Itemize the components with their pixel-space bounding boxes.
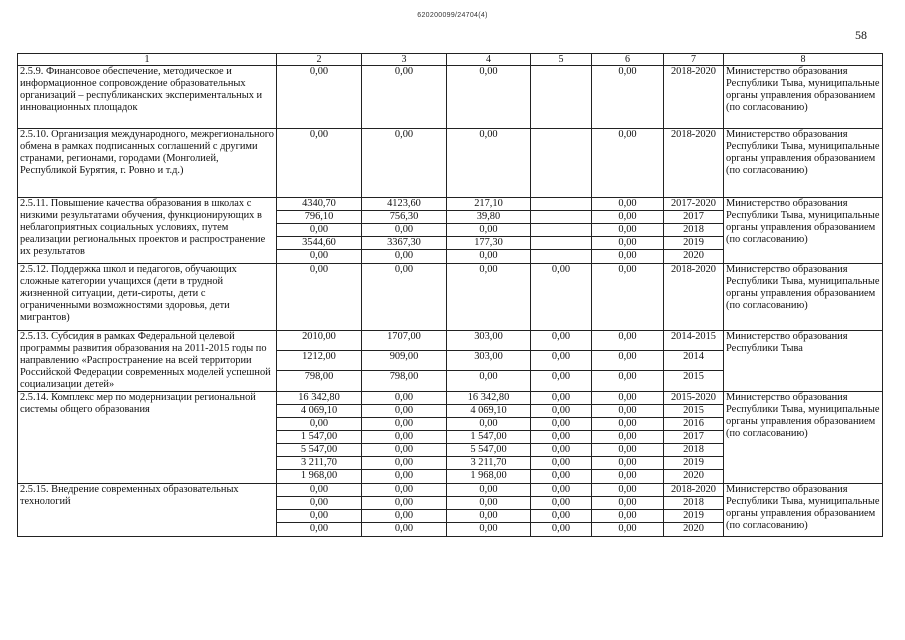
cell-col-4: 0,00 xyxy=(447,497,531,510)
cell-col-7: 2019 xyxy=(664,237,724,250)
cell-col-3: 0,00 xyxy=(362,264,447,331)
responsible-executor: Министерство образования Республики Тыва, муниципальные органы управления образованием (по согласованию) xyxy=(724,484,883,537)
cell-col-5: 0,00 xyxy=(531,264,592,331)
cell-col-3: 0,00 xyxy=(362,66,447,129)
cell-col-7: 2018-2020 xyxy=(664,129,724,198)
cell-col-4: 0,00 xyxy=(447,250,531,264)
cell-col-6: 0,00 xyxy=(592,224,664,237)
cell-col-5: 0,00 xyxy=(531,331,592,351)
cell-col-2: 1212,00 xyxy=(277,350,362,370)
cell-col-6: 0,00 xyxy=(592,510,664,523)
cell-col-2: 0,00 xyxy=(277,224,362,237)
cell-col-3: 0,00 xyxy=(362,457,447,470)
cell-col-6: 0,00 xyxy=(592,470,664,484)
cell-col-2: 0,00 xyxy=(277,264,362,331)
cell-col-7: 2020 xyxy=(664,470,724,484)
cell-col-3: 0,00 xyxy=(362,470,447,484)
cell-col-7: 2018-2020 xyxy=(664,66,724,129)
responsible-executor: Министерство образования Республики Тыва, муниципальные органы управления образованием (по согласованию) xyxy=(724,66,883,129)
cell-col-3: 756,30 xyxy=(362,211,447,224)
cell-col-4: 0,00 xyxy=(447,370,531,391)
cell-col-5 xyxy=(531,224,592,237)
cell-col-7: 2019 xyxy=(664,457,724,470)
cell-col-5: 0,00 xyxy=(531,392,592,405)
cell-col-5 xyxy=(531,237,592,250)
cell-col-7: 2020 xyxy=(664,250,724,264)
cell-col-4: 303,00 xyxy=(447,350,531,370)
cell-col-6: 0,00 xyxy=(592,497,664,510)
cell-col-2: 0,00 xyxy=(277,523,362,537)
responsible-executor: Министерство образования Республики Тыва, муниципальные органы управления образованием (по согласованию) xyxy=(724,392,883,484)
col-header-3: 3 xyxy=(362,54,447,66)
cell-col-4: 0,00 xyxy=(447,510,531,523)
page-number: 58 xyxy=(855,28,867,42)
cell-col-3: 0,00 xyxy=(362,129,447,198)
cell-col-2: 0,00 xyxy=(277,66,362,129)
cell-col-6: 0,00 xyxy=(592,350,664,370)
cell-col-6: 0,00 xyxy=(592,523,664,537)
cell-col-3: 3367,30 xyxy=(362,237,447,250)
measure-description: 2.5.11. Повышение качества образования в школах с низкими результатами обучения, функционирующих в неблагоприятных социальных условиях, путем реализации региональных проектов и распространение их результатов xyxy=(18,198,277,264)
responsible-executor: Министерство образования Республики Тыва, муниципальные органы управления образованием (по согласованию) xyxy=(724,198,883,264)
cell-col-4: 0,00 xyxy=(447,129,531,198)
cell-col-3: 1707,00 xyxy=(362,331,447,351)
cell-col-3: 0,00 xyxy=(362,250,447,264)
cell-col-2: 0,00 xyxy=(277,497,362,510)
cell-col-2: 796,10 xyxy=(277,211,362,224)
cell-col-6: 0,00 xyxy=(592,198,664,211)
measure-description: 2.5.10. Организация международного, межрегионального обмена в рамках подписанных соглашений с другими странами, регионами, городами (Монголией, Республикой Бурятия, г. Ровно и т.д.) xyxy=(18,129,277,198)
cell-col-7: 2018-2020 xyxy=(664,484,724,497)
cell-col-3: 0,00 xyxy=(362,392,447,405)
cell-col-5: 0,00 xyxy=(531,431,592,444)
table-row xyxy=(18,331,883,351)
cell-col-7: 2017 xyxy=(664,431,724,444)
cell-col-5: 0,00 xyxy=(531,470,592,484)
cell-col-3: 0,00 xyxy=(362,484,447,497)
table-row xyxy=(18,129,883,198)
cell-col-6: 0,00 xyxy=(592,331,664,351)
cell-col-5: 0,00 xyxy=(531,350,592,370)
document-id: 620200099/24704(4) xyxy=(417,12,488,19)
cell-col-4: 303,00 xyxy=(447,331,531,351)
measure-description: 2.5.13. Субсидия в рамках Федеральной целевой программы развития образования на 2011-2015 годы по направлению «Распространение на всей территории Российской Федерации современных моделей успешной социализации детей» xyxy=(18,331,277,392)
cell-col-2: 0,00 xyxy=(277,510,362,523)
cell-col-4: 3 211,70 xyxy=(447,457,531,470)
cell-col-6: 0,00 xyxy=(592,484,664,497)
cell-col-6: 0,00 xyxy=(592,431,664,444)
cell-col-6: 0,00 xyxy=(592,211,664,224)
measure-description: 2.5.12. Поддержка школ и педагогов, обучающих сложные категории учащихся (дети в трудной жизненной ситуации, дети-сироты, дети с ограниченными возможностями здоровья, дети мигрантов) xyxy=(18,264,277,331)
cell-col-3: 0,00 xyxy=(362,510,447,523)
cell-col-2: 0,00 xyxy=(277,250,362,264)
col-header-7: 7 xyxy=(664,54,724,66)
cell-col-4: 1 547,00 xyxy=(447,431,531,444)
cell-col-5 xyxy=(531,198,592,211)
cell-col-7: 2015 xyxy=(664,405,724,418)
cell-col-3: 0,00 xyxy=(362,497,447,510)
cell-col-6: 0,00 xyxy=(592,444,664,457)
cell-col-5: 0,00 xyxy=(531,484,592,497)
cell-col-5: 0,00 xyxy=(531,405,592,418)
col-header-1: 1 xyxy=(18,54,277,66)
cell-col-7: 2020 xyxy=(664,523,724,537)
col-header-2: 2 xyxy=(277,54,362,66)
responsible-executor: Министерство образования Республики Тыва xyxy=(724,331,883,392)
col-header-8: 8 xyxy=(724,54,883,66)
cell-col-2: 798,00 xyxy=(277,370,362,391)
cell-col-7: 2018 xyxy=(664,224,724,237)
table-row xyxy=(18,392,883,405)
table-row xyxy=(18,264,883,331)
cell-col-3: 0,00 xyxy=(362,523,447,537)
col-header-4: 4 xyxy=(447,54,531,66)
cell-col-7: 2014 xyxy=(664,350,724,370)
cell-col-6: 0,00 xyxy=(592,129,664,198)
cell-col-7: 2019 xyxy=(664,510,724,523)
cell-col-4: 16 342,80 xyxy=(447,392,531,405)
cell-col-4: 0,00 xyxy=(447,418,531,431)
cell-col-3: 0,00 xyxy=(362,418,447,431)
cell-col-4: 217,10 xyxy=(447,198,531,211)
col-header-5: 5 xyxy=(531,54,592,66)
cell-col-7: 2018-2020 xyxy=(664,264,724,331)
cell-col-4: 4 069,10 xyxy=(447,405,531,418)
table-row xyxy=(18,484,883,497)
cell-col-2: 4340,70 xyxy=(277,198,362,211)
cell-col-2: 1 968,00 xyxy=(277,470,362,484)
cell-col-4: 5 547,00 xyxy=(447,444,531,457)
responsible-executor: Министерство образования Республики Тыва, муниципальные органы управления образованием (по согласованию) xyxy=(724,264,883,331)
cell-col-5: 0,00 xyxy=(531,497,592,510)
cell-col-7: 2015-2020 xyxy=(664,392,724,405)
cell-col-4: 0,00 xyxy=(447,224,531,237)
cell-col-5: 0,00 xyxy=(531,418,592,431)
cell-col-4: 0,00 xyxy=(447,66,531,129)
cell-col-6: 0,00 xyxy=(592,392,664,405)
cell-col-4: 177,30 xyxy=(447,237,531,250)
cell-col-3: 798,00 xyxy=(362,370,447,391)
cell-col-6: 0,00 xyxy=(592,250,664,264)
col-header-6: 6 xyxy=(592,54,664,66)
cell-col-6: 0,00 xyxy=(592,457,664,470)
cell-col-7: 2016 xyxy=(664,418,724,431)
measure-description: 2.5.15. Внедрение современных образовательных технологий xyxy=(18,484,277,537)
cell-col-6: 0,00 xyxy=(592,405,664,418)
cell-col-5 xyxy=(531,66,592,129)
cell-col-2: 5 547,00 xyxy=(277,444,362,457)
cell-col-2: 3544,60 xyxy=(277,237,362,250)
cell-col-4: 0,00 xyxy=(447,484,531,497)
cell-col-2: 4 069,10 xyxy=(277,405,362,418)
cell-col-5: 0,00 xyxy=(531,370,592,391)
cell-col-6: 0,00 xyxy=(592,66,664,129)
cell-col-7: 2017-2020 xyxy=(664,198,724,211)
cell-col-2: 0,00 xyxy=(277,418,362,431)
cell-col-4: 1 968,00 xyxy=(447,470,531,484)
cell-col-5: 0,00 xyxy=(531,457,592,470)
cell-col-5 xyxy=(531,250,592,264)
cell-col-2: 16 342,80 xyxy=(277,392,362,405)
cell-col-3: 0,00 xyxy=(362,431,447,444)
cell-col-2: 0,00 xyxy=(277,129,362,198)
cell-col-7: 2015 xyxy=(664,370,724,391)
cell-col-3: 4123,60 xyxy=(362,198,447,211)
cell-col-6: 0,00 xyxy=(592,418,664,431)
measure-description: 2.5.9. Финансовое обеспечение, методическое и информационное сопровождение образовательных организаций – республиканских экспериментальных и инновационных площадок xyxy=(18,66,277,129)
cell-col-5 xyxy=(531,211,592,224)
cell-col-7: 2018 xyxy=(664,444,724,457)
cell-col-3: 909,00 xyxy=(362,350,447,370)
table-body xyxy=(18,66,883,537)
cell-col-6: 0,00 xyxy=(592,264,664,331)
cell-col-4: 39,80 xyxy=(447,211,531,224)
cell-col-2: 1 547,00 xyxy=(277,431,362,444)
cell-col-5: 0,00 xyxy=(531,523,592,537)
cell-col-3: 0,00 xyxy=(362,224,447,237)
cell-col-4: 0,00 xyxy=(447,523,531,537)
cell-col-5 xyxy=(531,129,592,198)
cell-col-2: 2010,00 xyxy=(277,331,362,351)
cell-col-7: 2014-2015 xyxy=(664,331,724,351)
responsible-executor: Министерство образования Республики Тыва, муниципальные органы управления образованием (по согласованию) xyxy=(724,129,883,198)
table-row xyxy=(18,66,883,129)
cell-col-7: 2018 xyxy=(664,497,724,510)
cell-col-5: 0,00 xyxy=(531,510,592,523)
cell-col-6: 0,00 xyxy=(592,370,664,391)
column-number-row xyxy=(18,54,883,66)
cell-col-4: 0,00 xyxy=(447,264,531,331)
cell-col-6: 0,00 xyxy=(592,237,664,250)
measure-description: 2.5.14. Комплекс мер по модернизации региональной системы общего образования xyxy=(18,392,277,484)
cell-col-3: 0,00 xyxy=(362,405,447,418)
cell-col-7: 2017 xyxy=(664,211,724,224)
cell-col-2: 3 211,70 xyxy=(277,457,362,470)
program-table xyxy=(17,53,883,537)
cell-col-2: 0,00 xyxy=(277,484,362,497)
table-row xyxy=(18,198,883,211)
cell-col-3: 0,00 xyxy=(362,444,447,457)
cell-col-5: 0,00 xyxy=(531,444,592,457)
